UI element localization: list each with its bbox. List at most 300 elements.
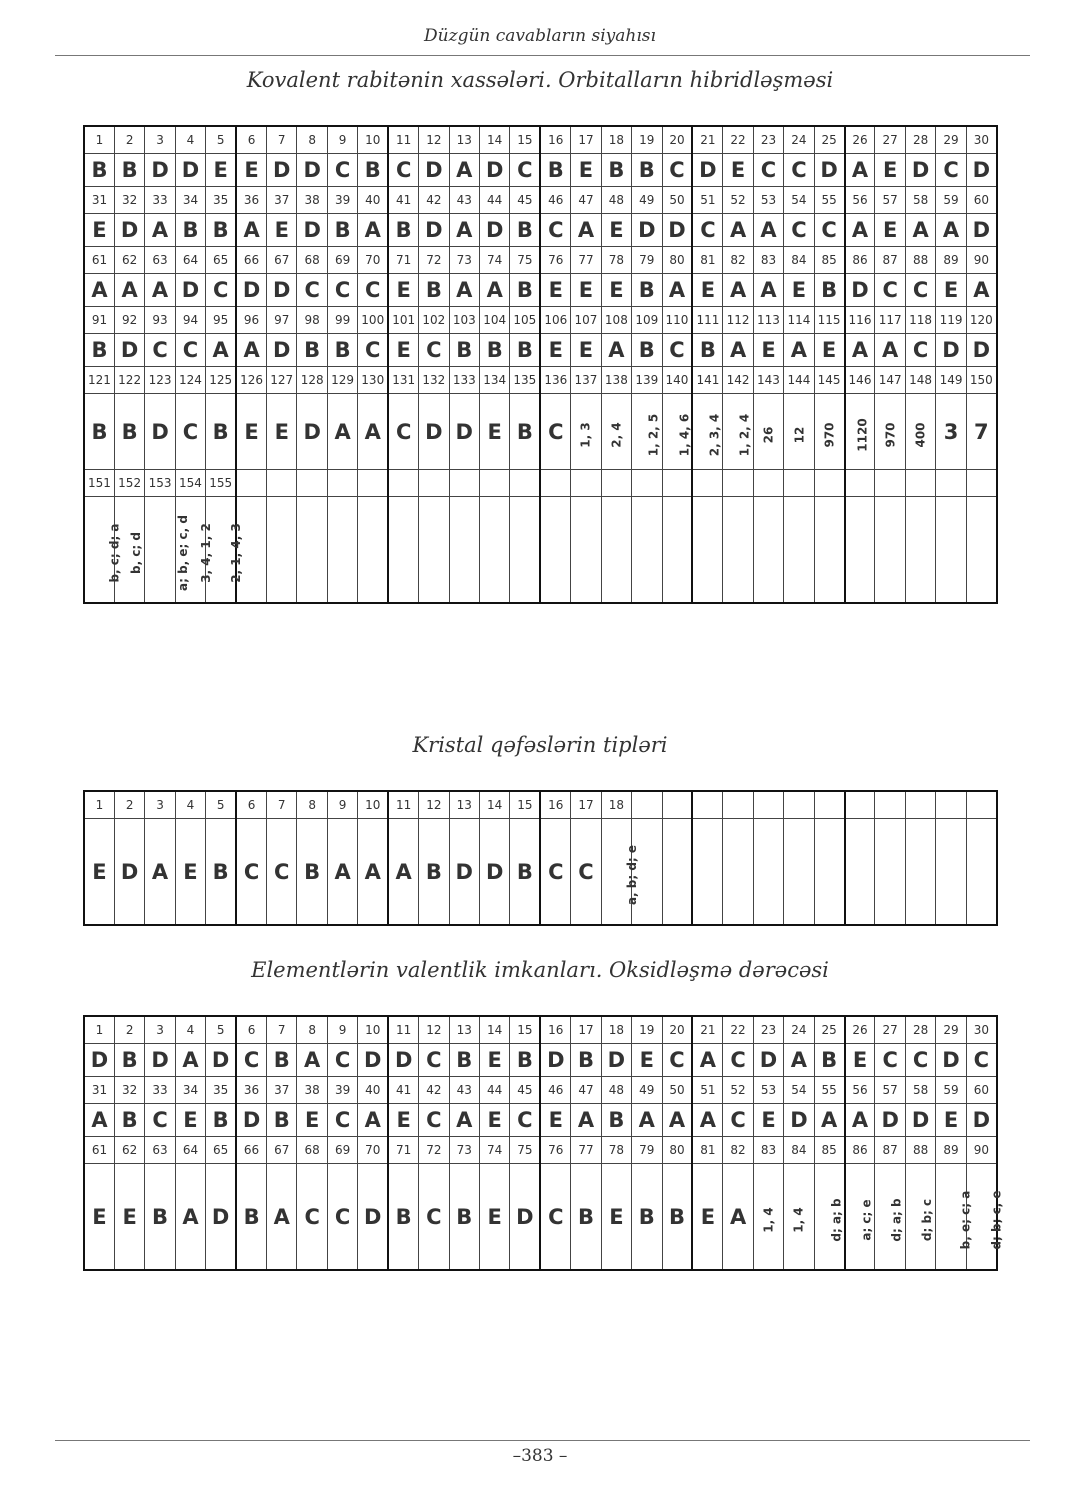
answer-cell — [662, 497, 692, 604]
question-number-cell: 43 — [449, 187, 479, 214]
answer-cell: B — [236, 1164, 266, 1271]
question-number-cell: 19 — [632, 126, 662, 154]
answer-cell: D — [84, 1044, 114, 1077]
question-number-cell: 18 — [601, 1016, 631, 1044]
question-number-cell: 52 — [723, 187, 753, 214]
question-number-cell: 13 — [449, 1016, 479, 1044]
question-number-cell: 51 — [692, 187, 722, 214]
answer-cell — [753, 1164, 783, 1271]
question-number-cell — [571, 470, 601, 497]
answer-cell — [358, 497, 388, 604]
question-number-cell: 27 — [875, 126, 905, 154]
answer-cell: D — [206, 1164, 236, 1271]
question-number-cell: 24 — [784, 1016, 814, 1044]
question-number-cell: 10 — [358, 1016, 388, 1044]
answer-cell: D — [449, 394, 479, 470]
answer-cell: D — [419, 394, 449, 470]
question-number-cell: 122 — [114, 367, 144, 394]
question-number-cell: 152 — [114, 470, 144, 497]
answer-cell: B — [571, 1044, 601, 1077]
question-number-cell: 94 — [175, 307, 205, 334]
answer-cell — [601, 394, 631, 470]
answer-cell — [723, 819, 753, 926]
answer-cell: C — [145, 334, 175, 367]
question-number-cell: 12 — [419, 126, 449, 154]
answer-cell — [84, 497, 122, 604]
answer-cell — [297, 497, 327, 604]
answer-cell: C — [145, 1104, 175, 1137]
answer-cell: D — [692, 154, 722, 187]
answer-cell: A — [662, 274, 692, 307]
answer-cell: B — [479, 334, 509, 367]
question-number-cell: 49 — [632, 1077, 662, 1104]
question-number-cell: 100 — [358, 307, 388, 334]
answer-cell: D — [236, 1104, 266, 1137]
question-number-cell: 86 — [845, 247, 875, 274]
question-number-cell: 139 — [632, 367, 662, 394]
answer-text: d; b; c — [920, 1198, 935, 1241]
question-number-cell: 76 — [540, 247, 570, 274]
question-number-cell: 135 — [510, 367, 540, 394]
question-number-cell: 73 — [449, 247, 479, 274]
question-number-cell: 80 — [662, 247, 692, 274]
answer-cell: D — [936, 1044, 966, 1077]
answer-cell: C — [540, 214, 570, 247]
answer-cell: D — [601, 1044, 631, 1077]
answer-cell: A — [84, 274, 114, 307]
answer-cell: E — [875, 154, 905, 187]
answer-cell: A — [145, 274, 175, 307]
answer-cell: D — [966, 1104, 997, 1137]
answer-cell: D — [845, 274, 875, 307]
answer-cell — [601, 497, 631, 604]
answer-cell: C — [814, 214, 844, 247]
question-number-cell: 49 — [632, 187, 662, 214]
question-number-cell: 16 — [540, 126, 570, 154]
question-number-cell: 15 — [510, 1016, 540, 1044]
answer-cell: C — [358, 334, 388, 367]
question-number-cell: 63 — [145, 247, 175, 274]
question-number-cell: 3 — [145, 791, 175, 819]
answer-cell: A — [784, 1044, 814, 1077]
answer-cell: A — [601, 334, 631, 367]
answer-cell: D — [297, 394, 327, 470]
question-number-cell: 56 — [845, 187, 875, 214]
question-number-row — [84, 791, 997, 819]
answer-cell: B — [114, 1104, 144, 1137]
question-number-cell — [723, 470, 753, 497]
question-number-cell: 74 — [479, 247, 509, 274]
answer-cell: C — [875, 274, 905, 307]
answer-cell: C — [327, 274, 357, 307]
question-number-cell: 96 — [236, 307, 266, 334]
answer-cell: E — [479, 394, 509, 470]
answer-cell: A — [449, 154, 479, 187]
question-number-cell: 150 — [966, 367, 997, 394]
answer-cell — [784, 497, 814, 604]
question-number-cell: 12 — [419, 791, 449, 819]
question-number-cell: 131 — [388, 367, 418, 394]
answer-table-valentlik — [83, 1015, 1004, 1271]
answer-cell: A — [753, 214, 783, 247]
question-number-cell: 90 — [966, 247, 997, 274]
answer-cell: E — [267, 214, 297, 247]
answer-cell: A — [84, 1104, 114, 1137]
question-number-cell: 112 — [723, 307, 753, 334]
answer-cell: D — [419, 154, 449, 187]
answer-cell: E — [571, 154, 601, 187]
answer-cell: E — [875, 214, 905, 247]
question-number-cell: 3 — [145, 126, 175, 154]
question-number-cell: 95 — [206, 307, 236, 334]
answer-text: d; a; b — [890, 1197, 905, 1242]
answer-cell: A — [449, 274, 479, 307]
question-number-cell: 101 — [388, 307, 418, 334]
answer-cell: D — [175, 154, 205, 187]
answer-cell: A — [936, 214, 966, 247]
answer-cell — [814, 497, 844, 604]
answer-cell: A — [358, 819, 388, 926]
question-number-cell: 63 — [145, 1137, 175, 1164]
question-number-cell: 57 — [875, 1077, 905, 1104]
answer-text: d; a; b — [829, 1197, 844, 1242]
question-number-cell — [875, 791, 905, 819]
answer-cell: B — [692, 334, 722, 367]
question-number-cell — [692, 791, 722, 819]
answer-cell: A — [723, 214, 753, 247]
answer-cell: A — [236, 334, 266, 367]
answer-cell: D — [236, 274, 266, 307]
question-number-cell: 9 — [327, 126, 357, 154]
answer-cell: C — [236, 819, 266, 926]
question-number-cell: 120 — [966, 307, 997, 334]
answer-cell: A — [692, 1044, 722, 1077]
question-number-cell: 98 — [297, 307, 327, 334]
answer-row — [84, 1164, 997, 1271]
answer-cell: B — [358, 154, 388, 187]
question-number-cell: 30 — [966, 126, 997, 154]
question-number-cell: 149 — [936, 367, 966, 394]
question-number-cell: 110 — [662, 307, 692, 334]
question-number-cell: 52 — [723, 1077, 753, 1104]
answer-text: a; b, e; c, d — [176, 514, 191, 591]
answer-row — [84, 1104, 997, 1137]
answer-cell — [601, 819, 639, 926]
question-number-cell: 2 — [114, 1016, 144, 1044]
question-number-cell: 147 — [875, 367, 905, 394]
answer-cell: B — [84, 394, 114, 470]
answer-cell: D — [267, 154, 297, 187]
answer-cell: B — [632, 1164, 662, 1271]
question-number-cell: 140 — [662, 367, 692, 394]
answer-cell: D — [145, 394, 175, 470]
question-number-cell: 34 — [175, 187, 205, 214]
answer-text: 1120 — [855, 417, 870, 452]
question-number-cell: 117 — [875, 307, 905, 334]
answer-cell: B — [297, 819, 327, 926]
question-number-cell: 62 — [114, 1137, 144, 1164]
answer-cell: D — [966, 154, 997, 187]
answer-cell: E — [692, 274, 722, 307]
question-number-cell: 65 — [206, 247, 236, 274]
question-number-cell: 62 — [114, 247, 144, 274]
answer-cell: A — [479, 274, 509, 307]
question-number-cell: 58 — [905, 187, 935, 214]
question-number-cell: 154 — [175, 470, 205, 497]
question-number-cell: 61 — [84, 1137, 114, 1164]
question-number-cell: 77 — [571, 1137, 601, 1164]
answer-row — [84, 819, 997, 926]
question-number-cell: 65 — [206, 1137, 236, 1164]
question-number-cell — [875, 470, 905, 497]
question-number-cell: 87 — [875, 1137, 905, 1164]
answer-cell: C — [540, 1164, 570, 1271]
answer-cell: A — [905, 214, 935, 247]
question-number-cell: 91 — [84, 307, 114, 334]
question-number-cell — [419, 470, 449, 497]
answer-cell: B — [206, 214, 236, 247]
answer-cell: C — [510, 1104, 540, 1137]
answer-text: 970 — [883, 421, 898, 448]
answer-cell: B — [510, 214, 540, 247]
answer-cell: D — [358, 1164, 388, 1271]
answer-cell: D — [175, 274, 205, 307]
answer-cell: A — [388, 819, 418, 926]
answer-cell: A — [145, 214, 175, 247]
question-number-cell — [692, 470, 722, 497]
question-number-cell: 128 — [297, 367, 327, 394]
answer-cell: B — [510, 394, 540, 470]
question-number-cell: 137 — [571, 367, 601, 394]
answer-cell — [936, 497, 966, 604]
question-number-cell: 48 — [601, 187, 631, 214]
question-number-cell: 6 — [236, 791, 266, 819]
answer-cell: E — [845, 1044, 875, 1077]
question-number-cell: 144 — [784, 367, 814, 394]
answer-cell: B — [662, 1164, 692, 1271]
answer-cell: B — [84, 334, 114, 367]
question-number-cell — [632, 470, 662, 497]
question-number-cell: 23 — [753, 1016, 783, 1044]
answer-cell: C — [784, 154, 814, 187]
answer-cell: D — [114, 334, 144, 367]
answer-cell: E — [236, 394, 266, 470]
question-number-cell: 41 — [388, 1077, 418, 1104]
answer-cell — [662, 819, 692, 926]
question-number-cell: 68 — [297, 1137, 327, 1164]
question-number-cell: 88 — [905, 1137, 935, 1164]
question-number-cell: 4 — [175, 126, 205, 154]
answer-cell: C — [175, 334, 205, 367]
answer-cell: E — [206, 154, 236, 187]
answer-cell: D — [510, 1164, 540, 1271]
question-number-cell: 88 — [905, 247, 935, 274]
answer-cell: C — [784, 214, 814, 247]
answer-cell: 3 — [936, 394, 966, 470]
answer-cell: D — [753, 1044, 783, 1077]
question-number-cell: 111 — [692, 307, 722, 334]
question-number-cell: 2 — [114, 126, 144, 154]
answer-cell: A — [845, 334, 875, 367]
question-number-cell: 31 — [84, 187, 114, 214]
question-number-cell: 11 — [388, 1016, 418, 1044]
answer-cell: B — [327, 214, 357, 247]
question-number-cell: 33 — [145, 187, 175, 214]
question-number-cell: 21 — [692, 126, 722, 154]
question-number-cell: 2 — [114, 791, 144, 819]
answer-cell: A — [145, 819, 175, 926]
answer-cell: C — [966, 1044, 997, 1077]
question-number-row — [84, 1077, 997, 1104]
answer-cell: A — [723, 334, 753, 367]
question-number-cell: 26 — [845, 126, 875, 154]
answer-cell: A — [662, 1104, 692, 1137]
answer-cell — [388, 497, 418, 604]
answer-cell: D — [814, 154, 844, 187]
question-number-cell: 118 — [905, 307, 935, 334]
question-number-cell: 47 — [571, 187, 601, 214]
section-title-kristal: Kristal qəfəslərin tipləri — [412, 733, 668, 757]
question-number-row — [84, 187, 997, 214]
question-number-cell: 8 — [297, 791, 327, 819]
question-number-cell: 56 — [845, 1077, 875, 1104]
question-number-cell: 18 — [601, 126, 631, 154]
answer-cell: D — [479, 819, 509, 926]
question-number-cell: 39 — [327, 1077, 357, 1104]
answer-cell: E — [601, 274, 631, 307]
answer-cell: B — [571, 1164, 601, 1271]
question-number-cell: 53 — [753, 1077, 783, 1104]
header-rule — [55, 55, 1030, 56]
answer-cell: A — [632, 1104, 662, 1137]
answer-cell: A — [814, 1104, 844, 1137]
question-number-cell: 34 — [175, 1077, 205, 1104]
answer-cell: E — [84, 1164, 114, 1271]
answer-cell: C — [571, 819, 601, 926]
answer-cell — [571, 394, 601, 470]
answer-cell: C — [692, 214, 722, 247]
question-number-cell: 4 — [175, 791, 205, 819]
answer-cell: A — [175, 1164, 205, 1271]
answer-cell: A — [449, 214, 479, 247]
answer-cell: D — [388, 1044, 418, 1077]
question-number-cell: 23 — [753, 126, 783, 154]
answer-cell — [905, 497, 935, 604]
answer-cell — [723, 497, 753, 604]
question-number-cell: 22 — [723, 126, 753, 154]
answer-cell — [845, 497, 875, 604]
answer-text: b, c; d; a — [107, 522, 122, 583]
answer-cell — [784, 1164, 814, 1271]
question-number-cell: 8 — [297, 1016, 327, 1044]
answer-text: 970 — [822, 421, 837, 448]
question-number-cell: 78 — [601, 1137, 631, 1164]
question-number-cell — [540, 470, 570, 497]
question-number-cell: 57 — [875, 187, 905, 214]
question-number-cell: 11 — [388, 126, 418, 154]
answer-cell: B — [114, 1044, 144, 1077]
question-number-cell: 15 — [510, 791, 540, 819]
question-number-cell: 17 — [571, 1016, 601, 1044]
answer-cell — [692, 394, 722, 470]
question-number-cell: 17 — [571, 791, 601, 819]
answer-text: 2, 3, 4 — [707, 413, 722, 456]
answer-cell: C — [206, 274, 236, 307]
answer-cell: A — [845, 214, 875, 247]
answer-cell: B — [206, 394, 236, 470]
question-number-cell: 155 — [206, 470, 236, 497]
answer-cell: A — [571, 214, 601, 247]
question-number-cell: 32 — [114, 187, 144, 214]
answer-cell: B — [449, 334, 479, 367]
question-number-cell — [936, 470, 966, 497]
section-title-valentlik: Elementlərin valentlik imkanları. Oksidləşmə dərəcəsi — [251, 958, 829, 982]
question-number-cell — [753, 470, 783, 497]
question-number-cell: 1 — [84, 126, 114, 154]
question-number-cell: 104 — [479, 307, 509, 334]
answer-cell: E — [388, 1104, 418, 1137]
answer-cell — [327, 497, 357, 604]
question-number-cell: 72 — [419, 1137, 449, 1164]
answer-cell: C — [419, 1044, 449, 1077]
answer-text: 3, 4, 1, 2 — [198, 522, 213, 583]
answer-cell: B — [510, 819, 540, 926]
answer-row — [84, 497, 997, 604]
question-number-cell: 7 — [267, 791, 297, 819]
question-number-cell: 114 — [784, 307, 814, 334]
answer-cell: B — [114, 394, 144, 470]
question-number-cell: 20 — [662, 126, 692, 154]
question-number-cell: 119 — [936, 307, 966, 334]
question-number-cell: 26 — [845, 1016, 875, 1044]
question-number-cell: 37 — [267, 187, 297, 214]
question-number-cell — [784, 470, 814, 497]
answer-text: 2, 1, 4, 3 — [228, 522, 243, 583]
answer-cell: C — [875, 1044, 905, 1077]
question-number-cell: 40 — [358, 187, 388, 214]
question-number-cell: 28 — [905, 1016, 935, 1044]
question-number-cell: 130 — [358, 367, 388, 394]
answer-cell: E — [114, 1164, 144, 1271]
answer-cell: C — [540, 394, 570, 470]
question-number-cell: 51 — [692, 1077, 722, 1104]
question-number-cell: 58 — [905, 1077, 935, 1104]
question-number-cell — [510, 470, 540, 497]
question-number-cell: 69 — [327, 1137, 357, 1164]
question-number-cell: 85 — [814, 1137, 844, 1164]
question-number-cell: 102 — [419, 307, 449, 334]
answer-cell: B — [449, 1044, 479, 1077]
answer-cell: D — [114, 819, 144, 926]
answer-cell: C — [358, 274, 388, 307]
answer-cell: B — [206, 819, 236, 926]
answer-cell: C — [175, 394, 205, 470]
question-number-cell: 136 — [540, 367, 570, 394]
answer-row — [84, 274, 997, 307]
question-number-cell — [601, 470, 631, 497]
question-number-cell: 16 — [540, 791, 570, 819]
answer-text: 26 — [761, 426, 776, 443]
answer-cell: D — [145, 154, 175, 187]
answer-row — [84, 154, 997, 187]
answer-cell: A — [327, 819, 357, 926]
answer-cell: D — [267, 274, 297, 307]
answer-cell: D — [358, 1044, 388, 1077]
question-number-cell — [297, 470, 327, 497]
question-number-cell: 85 — [814, 247, 844, 274]
answer-cell — [875, 1164, 905, 1271]
question-number-cell — [845, 791, 875, 819]
